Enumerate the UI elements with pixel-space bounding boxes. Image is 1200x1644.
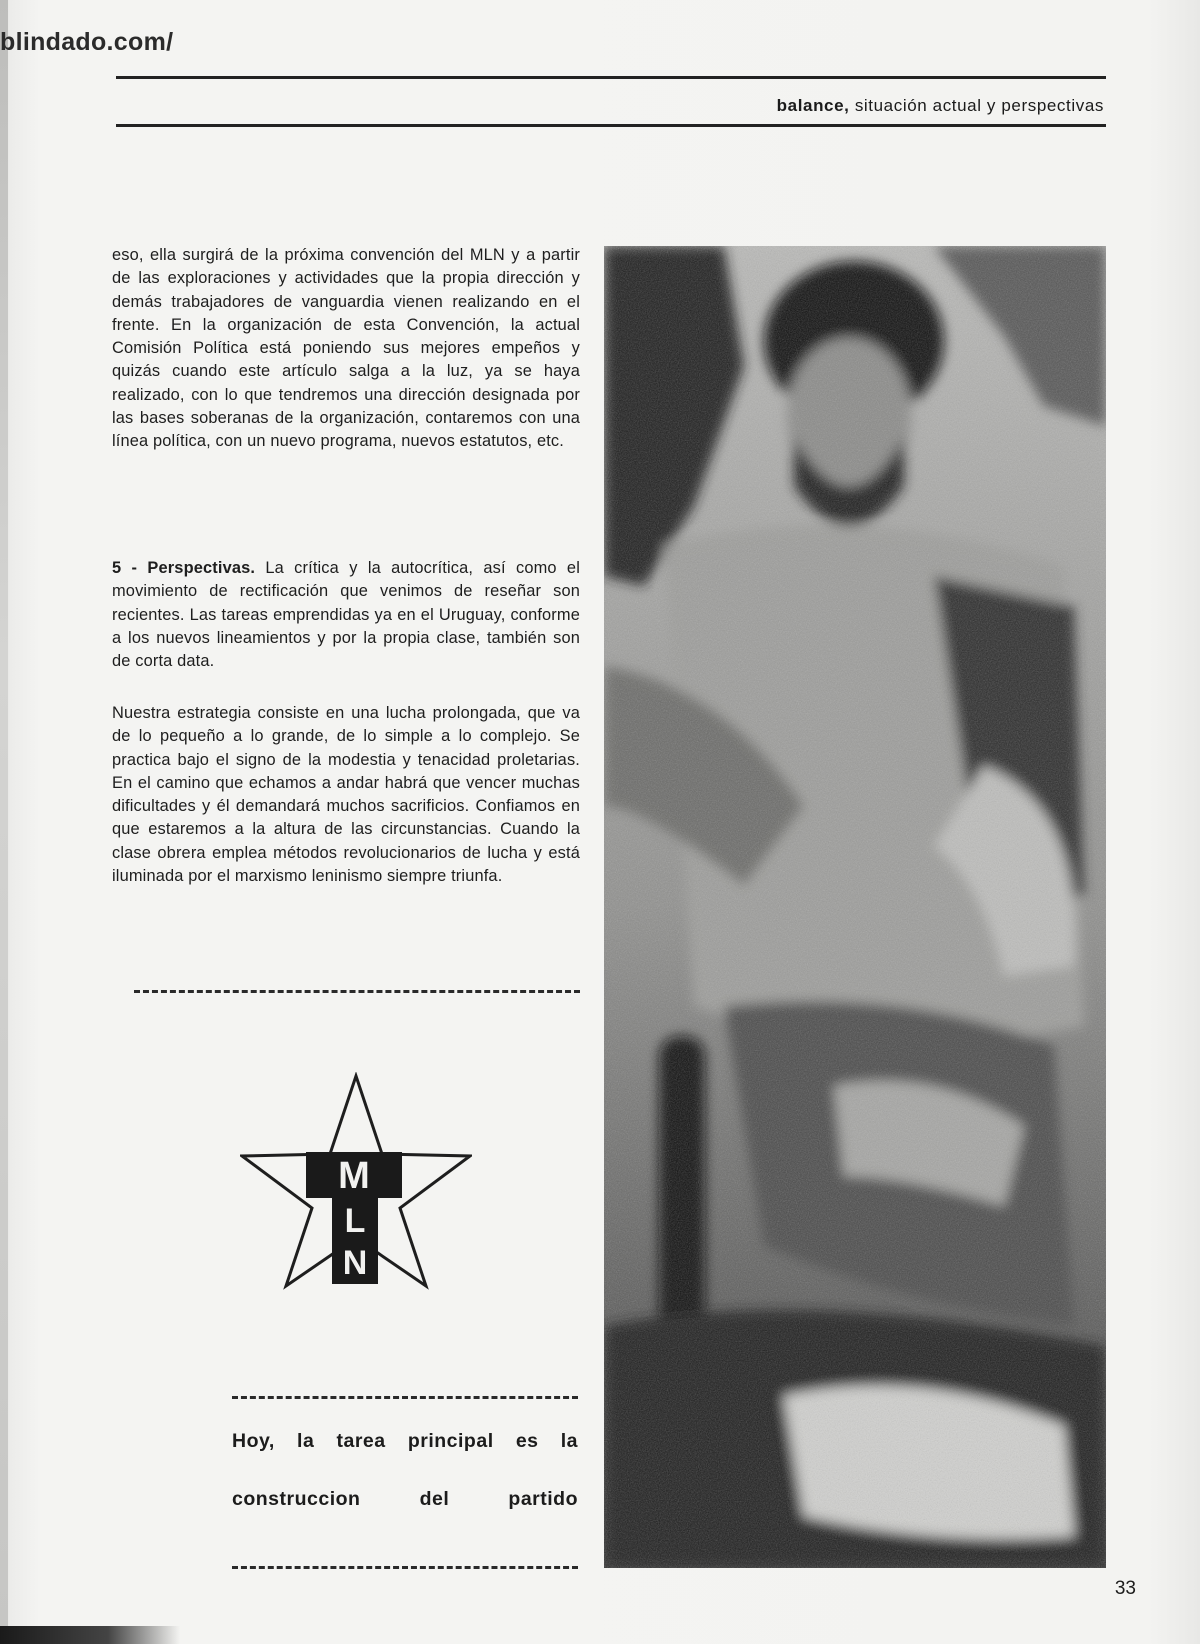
scan-bottom-shadow <box>0 1626 180 1644</box>
paragraph-convencion: eso, ella surgirá de la próxima convención del MLN y a partir de las exploraciones y actividades que la propia dirección y demás trabajadores de vanguardia vienen realizando en el frente. En la organización de esta Convención, la actual Comisión Política está poniendo sus mejores empeños y quizás cuando este artículo salga a la luz, ya se haya realizado, con lo que tendremos una dirección designada por las bases soberanas de la organización, contaremos con una línea política, con un nuevo programa, nuevos estatutos, etc. <box>112 246 580 451</box>
dashed-divider-callout-top <box>232 1396 578 1399</box>
paragraph-perspectivas <box>112 557 580 673</box>
photo-guerrilla-fighter <box>604 246 1106 1568</box>
header-rule-bottom <box>116 124 1106 127</box>
dashed-divider <box>134 990 580 993</box>
running-header <box>777 96 1104 116</box>
emblem-letter-n: N <box>342 1244 368 1282</box>
emblem-letter-m: M <box>338 1155 370 1197</box>
callout-line-2: construccion del partido <box>232 1488 578 1510</box>
site-watermark: blindado.com/ <box>0 28 174 56</box>
section-heading-perspectivas: 5 - Perspectivas. <box>112 559 256 577</box>
dashed-divider-callout-bottom <box>232 1566 578 1569</box>
paragraph-estrategia: Nuestra estrategia consiste en una lucha prolongada, que va de lo pequeño a lo grande, de lo simple a lo complejo. Se practica bajo el signo de la modestia y tenacidad proletarias. En el camino que echamos a andar habrá que vencer muchas dificultades y él demandará muchos sacrificios. Confiamos en que estaremos a la altura de las circunstancias. Cuando la clase obrera emplea métodos revolucionarios de lucha y está iluminada por el marxismo leninismo siempre triunfa. <box>112 704 580 886</box>
mln-star-emblem <box>240 1072 472 1290</box>
paragraph-perspectivas-text: La crítica y la autocrítica, así como el movimiento de rectificación que venimos de reseñar son recientes. Las tareas emprendidas ya en el Uruguay, conforme a los nuevos lineamientos y por la propia clase, también son de corta data. <box>112 559 580 671</box>
scan-left-edge <box>0 0 8 1644</box>
header-rule-top <box>116 76 1106 79</box>
running-header-rest: situación actual y perspectivas <box>849 96 1104 115</box>
running-header-bold: balance, <box>776 96 850 115</box>
callout-line-1: Hoy, la tarea principal es la <box>232 1430 578 1452</box>
page-number: 33 <box>1114 1578 1136 1599</box>
photo-grain <box>604 246 1106 1568</box>
emblem-letter-l: L <box>344 1202 366 1240</box>
